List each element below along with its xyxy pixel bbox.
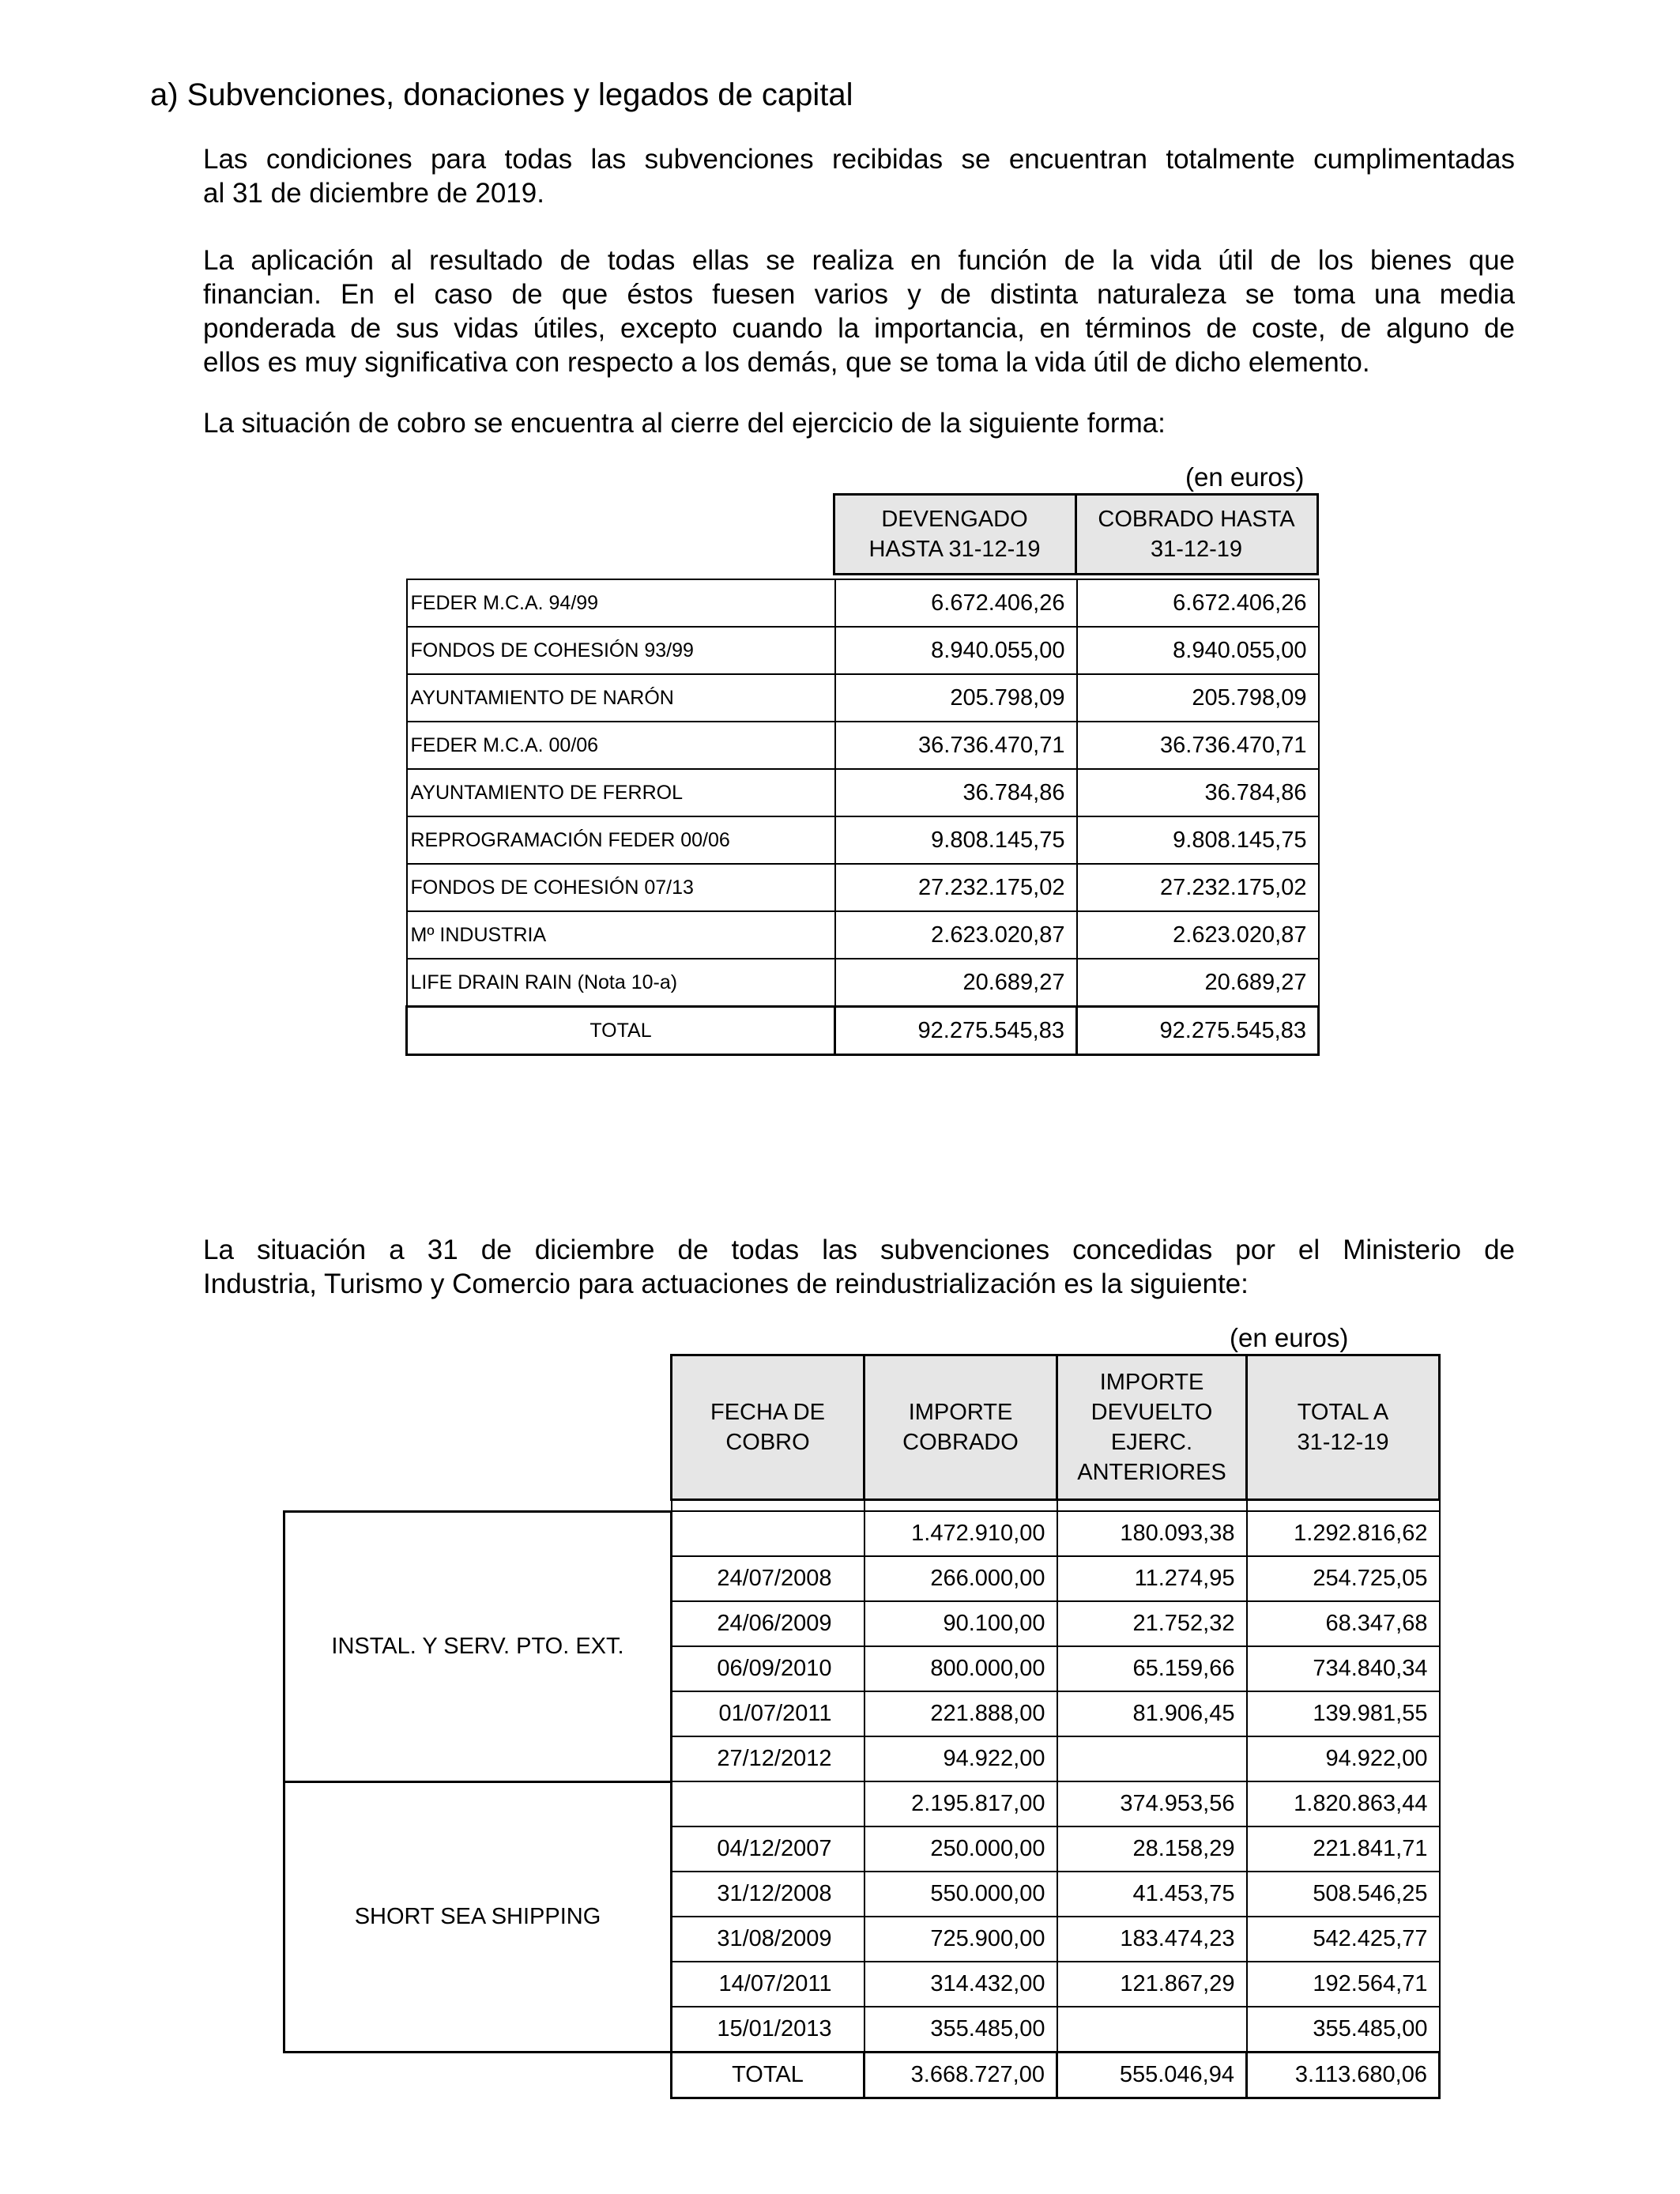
- total-row: [407, 1007, 1319, 1055]
- subsidies-collection-table: [405, 493, 1319, 582]
- paragraph-line: La aplicación al resultado de todas ellas se realiza en función de la vida útil de los bienes que: [203, 245, 1515, 276]
- row-label: AYUNTAMIENTO DE FERROL: [407, 769, 835, 816]
- fecha-cobro: 04/12/2007: [672, 1826, 864, 1872]
- header-devengado: DEVENGADO HASTA 31-12-19: [834, 495, 1075, 575]
- table-row: [407, 864, 1319, 911]
- header-blank-cell: [284, 1355, 672, 1500]
- cobrado-value: 2.623.020,87: [1077, 911, 1319, 959]
- importe-devuelto: 81.906,45: [1057, 1691, 1247, 1736]
- spacer-row: [284, 1500, 1440, 1512]
- paragraph-line: ellos es muy significativa con respecto a los demás, que se toma la vida útil de dicho elemento.: [203, 347, 1370, 378]
- cobrado-value: 36.736.470,71: [1077, 722, 1319, 769]
- importe-devuelto: 121.867,29: [1057, 1962, 1247, 2007]
- fecha-cobro: 27/12/2012: [672, 1736, 864, 1781]
- subsidies-collection-body: [405, 579, 1320, 1056]
- cobrado-value: 36.784,86: [1077, 769, 1319, 816]
- cobrado-value: 205.798,09: [1077, 674, 1319, 722]
- importe-cobrado: 90.100,00: [864, 1601, 1057, 1646]
- devengado-value: 27.232.175,02: [835, 864, 1077, 911]
- table-row: [407, 769, 1319, 816]
- devengado-value: 36.784,86: [835, 769, 1077, 816]
- devengado-value: 205.798,09: [835, 674, 1077, 722]
- importe-cobrado: 1.472.910,00: [864, 1511, 1057, 1556]
- cobrado-value: 8.940.055,00: [1077, 627, 1319, 674]
- importe-cobrado: 266.000,00: [864, 1556, 1057, 1601]
- fecha-cobro: 01/07/2011: [672, 1691, 864, 1736]
- row-label: LIFE DRAIN RAIN (Nota 10-a): [407, 959, 835, 1007]
- fecha-cobro: [672, 1511, 864, 1556]
- importe-cobrado: 800.000,00: [864, 1646, 1057, 1691]
- fecha-cobro: 15/01/2013: [672, 2007, 864, 2053]
- fecha-cobro: 24/06/2009: [672, 1601, 864, 1646]
- fecha-cobro: 31/08/2009: [672, 1917, 864, 1962]
- total-row: [284, 2053, 1440, 2098]
- group-name: INSTAL. Y SERV. PTO. EXT.: [284, 1511, 672, 1781]
- importe-devuelto: 28.158,29: [1057, 1826, 1247, 1872]
- importe-devuelto: [1057, 1736, 1247, 1781]
- importe-devuelto: 180.093,38: [1057, 1511, 1247, 1556]
- devengado-value: 36.736.470,71: [835, 722, 1077, 769]
- total-total: 3.113.680,06: [1247, 2053, 1440, 2098]
- importe-cobrado: 355.485,00: [864, 2007, 1057, 2053]
- importe-devuelto: 65.159,66: [1057, 1646, 1247, 1691]
- importe-devuelto: [1057, 2007, 1247, 2053]
- total-value: 355.485,00: [1247, 2007, 1440, 2053]
- row-label: FEDER M.C.A. 94/99: [407, 579, 835, 627]
- fecha-cobro: 24/07/2008: [672, 1556, 864, 1601]
- table2-unit-label: (en euros): [1230, 1323, 1349, 1352]
- group-subtotal-row: [284, 1511, 1440, 1556]
- table-header-row: [284, 1355, 1440, 1500]
- importe-devuelto: 41.453,75: [1057, 1872, 1247, 1917]
- paragraph-line: La situación de cobro se encuentra al cierre del ejercicio de la siguiente forma:: [203, 408, 1166, 439]
- importe-devuelto: 183.474,23: [1057, 1917, 1247, 1962]
- table-row: [407, 579, 1319, 627]
- devengado-value: 9.808.145,75: [835, 816, 1077, 864]
- group-name: SHORT SEA SHIPPING: [284, 1781, 672, 2053]
- paragraph-line: al 31 de diciembre de 2019.: [203, 178, 544, 209]
- table1-unit-label: (en euros): [1185, 462, 1305, 492]
- table-row: [407, 911, 1319, 959]
- total-devengado: 92.275.545,83: [835, 1007, 1077, 1055]
- header-fecha-cobro: FECHA DE COBRO: [672, 1355, 864, 1500]
- total-value: 254.725,05: [1247, 1556, 1440, 1601]
- table-row: [407, 627, 1319, 674]
- devengado-value: 20.689,27: [835, 959, 1077, 1007]
- fecha-cobro: 14/07/2011: [672, 1962, 864, 2007]
- header-total: TOTAL A 31-12-19: [1247, 1355, 1440, 1500]
- row-label: FEDER M.C.A. 00/06: [407, 722, 835, 769]
- row-label: FONDOS DE COHESIÓN 07/13: [407, 864, 835, 911]
- reindustrialization-table: [283, 1354, 1441, 2099]
- group-subtotal-row: [284, 1781, 1440, 1826]
- total-blank-cell: [284, 2053, 672, 2098]
- total-value: 94.922,00: [1247, 1736, 1440, 1781]
- header-blank-cell: [405, 495, 834, 575]
- total-label: TOTAL: [672, 2053, 864, 2098]
- cobrado-value: 27.232.175,02: [1077, 864, 1319, 911]
- header-cobrado: COBRADO HASTA 31-12-19: [1075, 495, 1317, 575]
- total-value: 192.564,71: [1247, 1962, 1440, 2007]
- fecha-cobro: 06/09/2010: [672, 1646, 864, 1691]
- total-value: 68.347,68: [1247, 1601, 1440, 1646]
- total-value: 1.292.816,62: [1247, 1511, 1440, 1556]
- row-label: AYUNTAMIENTO DE NARÓN: [407, 674, 835, 722]
- total-value: 508.546,25: [1247, 1872, 1440, 1917]
- header-importe-devuelto: IMPORTE DEVUELTO EJERC. ANTERIORES: [1057, 1355, 1247, 1500]
- devengado-value: 2.623.020,87: [835, 911, 1077, 959]
- paragraph-line: La situación a 31 de diciembre de todas las subvenciones concedidas por el Ministerio de: [203, 1235, 1515, 1265]
- paragraph-line: ponderada de sus vidas útiles, excepto cuando la importancia, en términos de coste, de alguno de: [203, 313, 1515, 344]
- importe-cobrado: 725.900,00: [864, 1917, 1057, 1962]
- row-label: REPROGRAMACIÓN FEDER 00/06: [407, 816, 835, 864]
- table-row: [407, 674, 1319, 722]
- total-devuelto: 555.046,94: [1057, 2053, 1247, 2098]
- table-row: [407, 816, 1319, 864]
- table-header-row: [405, 495, 1317, 575]
- total-value: 542.425,77: [1247, 1917, 1440, 1962]
- cobrado-value: 20.689,27: [1077, 959, 1319, 1007]
- fecha-cobro: 31/12/2008: [672, 1872, 864, 1917]
- cobrado-value: 9.808.145,75: [1077, 816, 1319, 864]
- paragraph-application: [203, 243, 1515, 379]
- importe-cobrado: 221.888,00: [864, 1691, 1057, 1736]
- paragraph-line: Las condiciones para todas las subvenciones recibidas se encuentran totalmente cumplimentadas: [203, 144, 1515, 175]
- section-heading: a) Subvenciones, donaciones y legados de capital: [150, 77, 853, 112]
- importe-cobrado: 550.000,00: [864, 1872, 1057, 1917]
- table-row: [407, 722, 1319, 769]
- importe-devuelto: 374.953,56: [1057, 1781, 1247, 1826]
- devengado-value: 8.940.055,00: [835, 627, 1077, 674]
- devengado-value: 6.672.406,26: [835, 579, 1077, 627]
- total-value: 139.981,55: [1247, 1691, 1440, 1736]
- importe-cobrado: 314.432,00: [864, 1962, 1057, 2007]
- row-label: FONDOS DE COHESIÓN 93/99: [407, 627, 835, 674]
- importe-cobrado: 250.000,00: [864, 1826, 1057, 1872]
- header-importe-cobrado: IMPORTE COBRADO: [864, 1355, 1057, 1500]
- importe-cobrado: 94.922,00: [864, 1736, 1057, 1781]
- paragraph-conditions: [203, 142, 1515, 210]
- total-value: 1.820.863,44: [1247, 1781, 1440, 1826]
- total-value: 221.841,71: [1247, 1826, 1440, 1872]
- total-label: TOTAL: [407, 1007, 835, 1055]
- total-cobrado: 3.668.727,00: [864, 2053, 1057, 2098]
- importe-devuelto: 21.752,32: [1057, 1601, 1247, 1646]
- fecha-cobro: [672, 1781, 864, 1826]
- paragraph-collection-status: [203, 406, 1515, 440]
- table-row: [407, 959, 1319, 1007]
- total-cobrado: 92.275.545,83: [1077, 1007, 1319, 1055]
- paragraph-line: Industria, Turismo y Comercio para actuaciones de reindustrialización es la siguiente:: [203, 1269, 1249, 1299]
- paragraph-line: financian. En el caso de que éstos fuesen varios y de distinta naturaleza se toma una media: [203, 279, 1515, 310]
- row-label: Mº INDUSTRIA: [407, 911, 835, 959]
- paragraph-ministry: [203, 1233, 1515, 1301]
- importe-devuelto: 11.274,95: [1057, 1556, 1247, 1601]
- total-value: 734.840,34: [1247, 1646, 1440, 1691]
- importe-cobrado: 2.195.817,00: [864, 1781, 1057, 1826]
- cobrado-value: 6.672.406,26: [1077, 579, 1319, 627]
